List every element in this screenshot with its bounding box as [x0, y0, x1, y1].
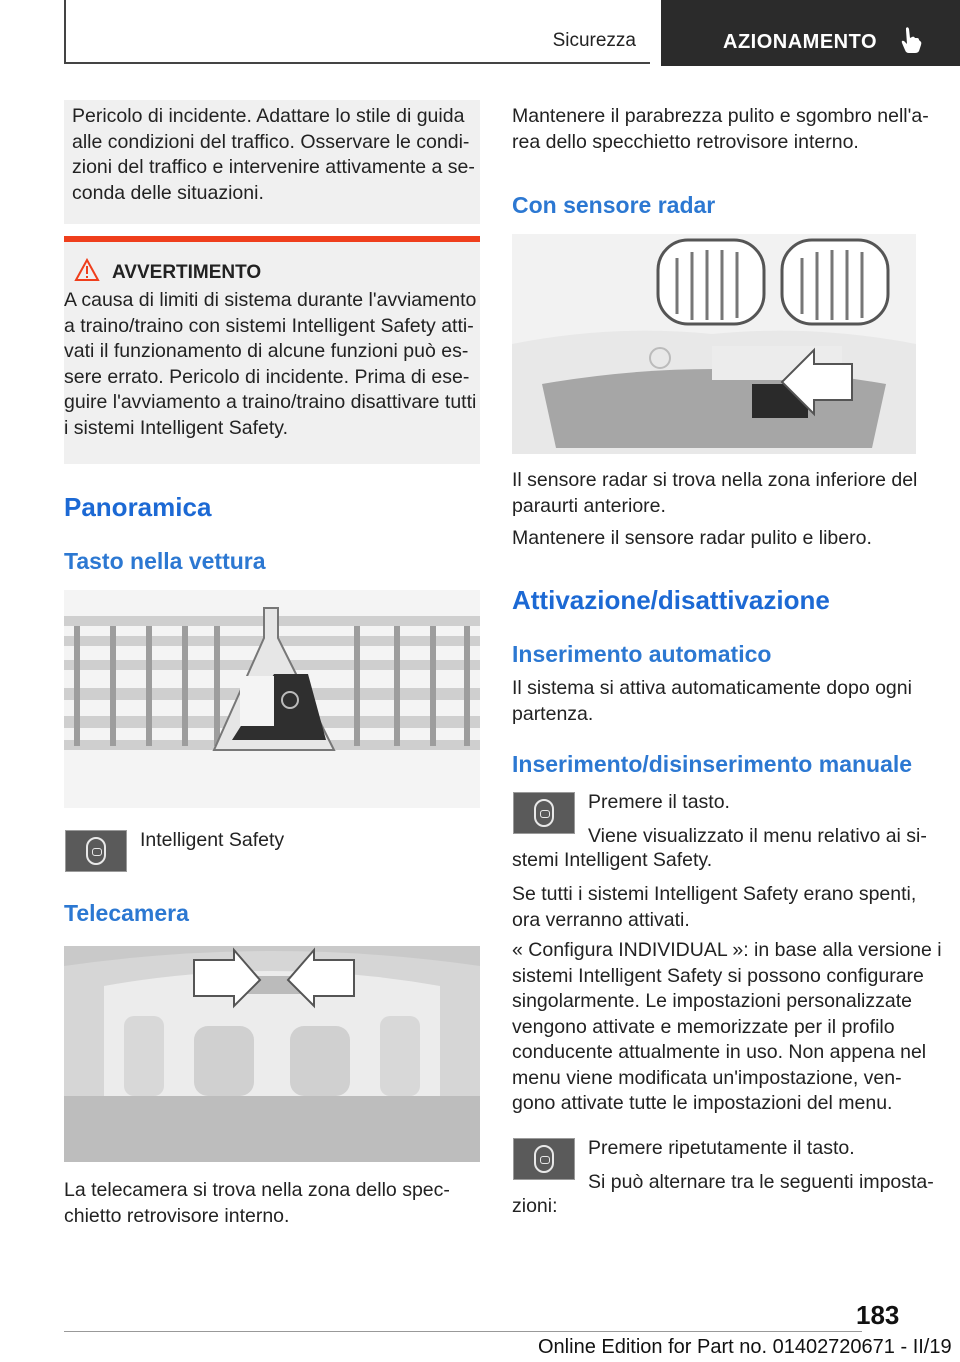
radar-clean-text: Mantenere il sensore radar pulito e libero.: [512, 527, 872, 549]
radar-text-line: paraurti anteriore.: [512, 494, 666, 517]
heading-attivazione: Attivazione/disattivazione: [512, 585, 830, 615]
repeat-step-1: Premere ripetutamente il tasto.: [588, 1137, 855, 1159]
windshield-text-line: rea dello specchietto retrovisore interno.: [512, 130, 859, 153]
heading-radar: Con sensore radar: [512, 192, 716, 218]
intelligent-safety-button-icon: [513, 1138, 575, 1180]
chapter-title: AZIONAMENTO: [723, 31, 878, 53]
manual-text-line: Se tutti i sistemi Intelligent Safety erano spenti,: [512, 883, 917, 905]
header-rule-bottom: [64, 62, 650, 64]
intelligent-safety-button-icon: [65, 830, 127, 872]
warning-line: guire l'avviamento a traino/traino disattivare tutti: [64, 391, 477, 413]
auto-text-line: partenza.: [512, 702, 594, 725]
button-label: Intelligent Safety: [140, 829, 285, 851]
intro-line: zioni del traffico e intervenire attivamente a se-: [72, 156, 475, 178]
repeat-step-2a: Si può alternare tra le seguenti imposta-: [588, 1171, 934, 1193]
intro-line: alle condizioni del traffico. Osservare le condi-: [72, 130, 470, 153]
individual-text-line: conducente attualmente in uso. Non appena nel: [512, 1041, 927, 1063]
individual-text-line: « Configura INDIVIDUAL »: in base alla versione i: [512, 939, 942, 961]
page-number: 183: [856, 1300, 900, 1330]
manual-step-2b: stemi Intelligent Safety.: [512, 849, 713, 871]
intelligent-safety-button-icon: [513, 792, 575, 834]
intro-line: Pericolo di incidente. Adattare lo stile di guida: [72, 105, 465, 127]
individual-text-line: menu viene modificata un'impostazione, ven-: [512, 1066, 902, 1089]
camera-text-line: chietto retrovisore interno.: [64, 1204, 290, 1227]
pointing-hand-icon: [899, 26, 923, 54]
warning-title: AVVERTIMENTO: [112, 262, 262, 283]
footer-rule: [64, 1331, 862, 1332]
heading-telecamera: Telecamera: [64, 900, 189, 926]
warning-line: vati il funzionamento di alcune funzioni può es-: [64, 340, 469, 362]
individual-text-line: sistemi Intelligent Safety si possono configurare: [512, 964, 924, 987]
camera-photo: [64, 946, 480, 1162]
warning-box: [64, 242, 480, 464]
intro-box: [64, 100, 480, 224]
repeat-step-2b: zioni:: [512, 1195, 558, 1217]
manual-step-1: Premere il tasto.: [588, 791, 730, 813]
individual-text-line: singolarmente. Le impostazioni personalizzate: [512, 990, 912, 1012]
warning-line: i sistemi Intelligent Safety.: [64, 416, 288, 439]
manual-text-line: ora verranno attivati.: [512, 908, 690, 931]
camera-text-line: La telecamera si trova nella zona dello spec-: [64, 1179, 450, 1201]
edition-text: Online Edition for Part no. 01402720671 - II/19: [538, 1336, 952, 1358]
heading-tasto: Tasto nella vettura: [64, 548, 266, 574]
individual-text-line: vengono attivate e memorizzate per il profilo: [512, 1015, 895, 1038]
button-photo: [64, 590, 480, 808]
heading-auto: Inserimento automatico: [512, 641, 772, 667]
radar-text-line: Il sensore radar si trova nella zona inferiore del: [512, 469, 918, 491]
radar-photo: [512, 234, 916, 454]
warning-triangle-icon: [74, 258, 100, 282]
warning-line: A causa di limiti di sistema durante l'avviamento: [64, 289, 477, 311]
warning-line: a traino/traino con sistemi Intelligent Safety atti-: [64, 314, 474, 337]
header-rule-left: [64, 0, 66, 64]
chapter-tab: [661, 0, 960, 66]
warning-line: sere errato. Pericolo di incidente. Prima di ese-: [64, 365, 470, 388]
section-title: Sicurezza: [552, 30, 636, 51]
manual-step-2a: Viene visualizzato il menu relativo ai si-: [588, 825, 927, 847]
individual-text-line: gono attivate tutte le impostazioni del menu.: [512, 1092, 893, 1114]
auto-text-line: Il sistema si attiva automaticamente dopo ogni: [512, 677, 912, 699]
heading-manuale: Inserimento/disinserimento manuale: [512, 751, 913, 777]
intro-line: conda delle situazioni.: [72, 181, 264, 204]
windshield-text-line: Mantenere il parabrezza pulito e sgombro nell'a-: [512, 105, 929, 127]
heading-panoramica: Panoramica: [64, 492, 212, 522]
